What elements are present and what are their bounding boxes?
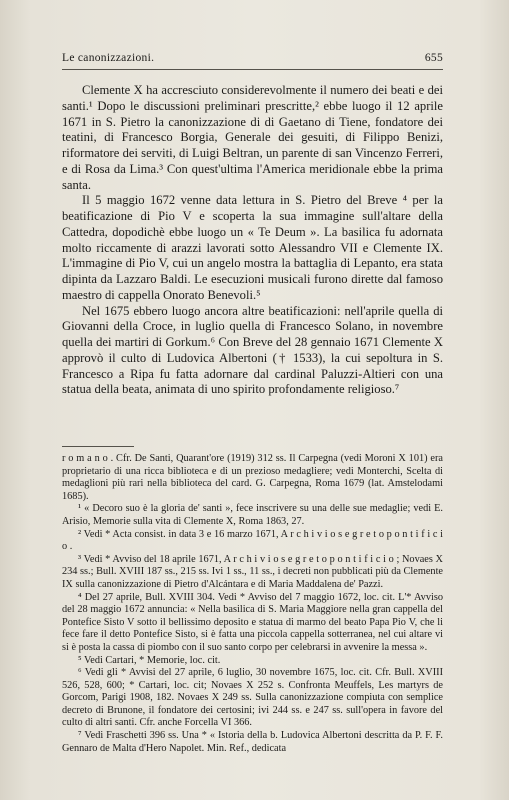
page-number: 655: [424, 52, 443, 64]
running-head: [62, 52, 443, 64]
footnote: ⁷ Vedi Fraschetti 396 ss. Una * « Istoria della b. Ludovica Albertoni descritta da P. F. F. Gennaro de Malta d'Hero Napolet. Min. Ref., dedicata: [62, 730, 443, 754]
footnote: ⁵ Vedi Cartari, * Memorie, loc. cit.: [78, 654, 221, 666]
footnote: ² Vedi * Acta consist. in data 3 e 16 marzo 1671, A r c h i v i o s e g r e t o p o n t i f i c i o .: [62, 528, 443, 553]
footnote: ¹ « Decoro suo è la gloria de' santi », fece inscrivere su una delle sue medaglie; vedi E. Arisio, Memorie sulla vita di Clemente X, Roma 1863, 27.: [62, 503, 443, 527]
main-text: [62, 83, 443, 398]
running-title: Le canonizzazioni.: [62, 52, 155, 64]
footnote: r o m a n o . Cfr. De Santi, Quarant'ore (1919) 312 ss. Il Carpegna (vedi Moroni X 101) era proprietario di una ricca biblioteca e di un prezioso medagliere; vedi Monterchi, Scelta di medaglioni più rari nella biblioteca del card. G. Carpegna, Roma 1679 (lat. Amstelodami 1685).: [62, 453, 443, 502]
footnote: ⁶ Vedi gli * Avvisi del 27 aprile, 6 luglio, 30 novembre 1675, loc. cit. Cfr. Bull. XVIII 526, 528, 600; * Cartari, loc. cit; Novaes X 252 s. Confronta Meuffels, Les martyrs de Gorcom, Parigi 1908, 182. Novaes X 249 ss. Sulla canonizzazione compiuta con semplice decreto di Brunone, il fondatore dei certosini; ivi 244 ss. e 247 ss. sull'opera in favore del culto di altri santi. Cfr. anche Forcella VI 366.: [62, 667, 443, 729]
paragraph: Clemente X ha accresciuto considerevolmente il numero dei beati e dei santi.¹ Dopo le discussioni preliminari prescritte,² ebbe luogo il 12 aprile 1671 in S. Pietro la canonizzazione di di Gaetano di Tiene, fondatore dei teatini, di Francesco Borgia, Generale dei gesuiti, di Filippo Benizi, riformatore dei serviti, di Luigi Beltran, un parente di san Vincenzo Ferreri, e di Rosa da Lima.³ Con quest'ultima l'America meridionale ebbe la prima santa.: [62, 83, 443, 192]
footnotes: [62, 453, 443, 755]
paragraph: Nel 1675 ebbero luogo ancora altre beatificazioni: nell'aprile quella di Giovanni della Croce, in luglio quella di Francesco Solano, in novembre quella dei martiri di Gorkum.⁶ Con Breve del 28 gennaio 1671 Clemente X approvò il culto di Ludovica Albertoni († 1533), la cui sepoltura in S. Francesco a Ripa fu fatta adornare dal cardinal Paluzzi-Altieri con una statua della beata, animata di uno spirito profondamente religioso.⁷: [62, 303, 443, 397]
paragraph: Il 5 maggio 1672 venne data lettura in S. Pietro del Breve ⁴ per la beatificazione di Pio V e scoperta la sua immagine sull'altare della Cattedra, dopodichè ebbe luogo un « Te Deum ». La basilica fu adornata molto riccamente di arazzi lavorati sotto Alessandro VII e Clemente IX. L'immagine di Pio V, cui un angelo mostra la battaglia di Lepanto, era stata dipinta da Lazzaro Baldi. Le esecuzioni musicali furono dirette dal famoso maestro di cappella Onorato Benevoli.⁵: [62, 193, 443, 302]
footnote: ⁴ Del 27 aprile, Bull. XVIII 304. Vedi * Avviso del 7 maggio 1672, loc. cit. L'* Avviso del 28 maggio 1672 annuncia: « Nella basilica di S. Maria Maggiore nella gran cappella del Pontefice Sisto V sotto il bellissimo deposito e statua di marmo del beato Papa Pio V, che li fece fare il detto Pontefice Sisto, si è fatta una piccola cappella sotterranea, nel cui altare vi si è posta la cassa di piombo con il suo santo corpo per celebrarsi in avvenire la messa ».: [62, 591, 443, 653]
footnote-rule: [62, 446, 134, 447]
header-rule: [62, 69, 443, 70]
footnote: ³ Vedi * Avviso del 18 aprile 1671, A r c h i v i o s e g r e t o p o n t i f i c i o ; Novaes X 234 ss.; Bull. XVIII 187 ss., 215 ss. Ivi 1 ss., 11 ss., i decreti non pubblicati più da Clemente IX sulla canonizzazione di Pietro d'Alcántara e di Maria Maddalena de' Pazzi.: [62, 553, 443, 590]
